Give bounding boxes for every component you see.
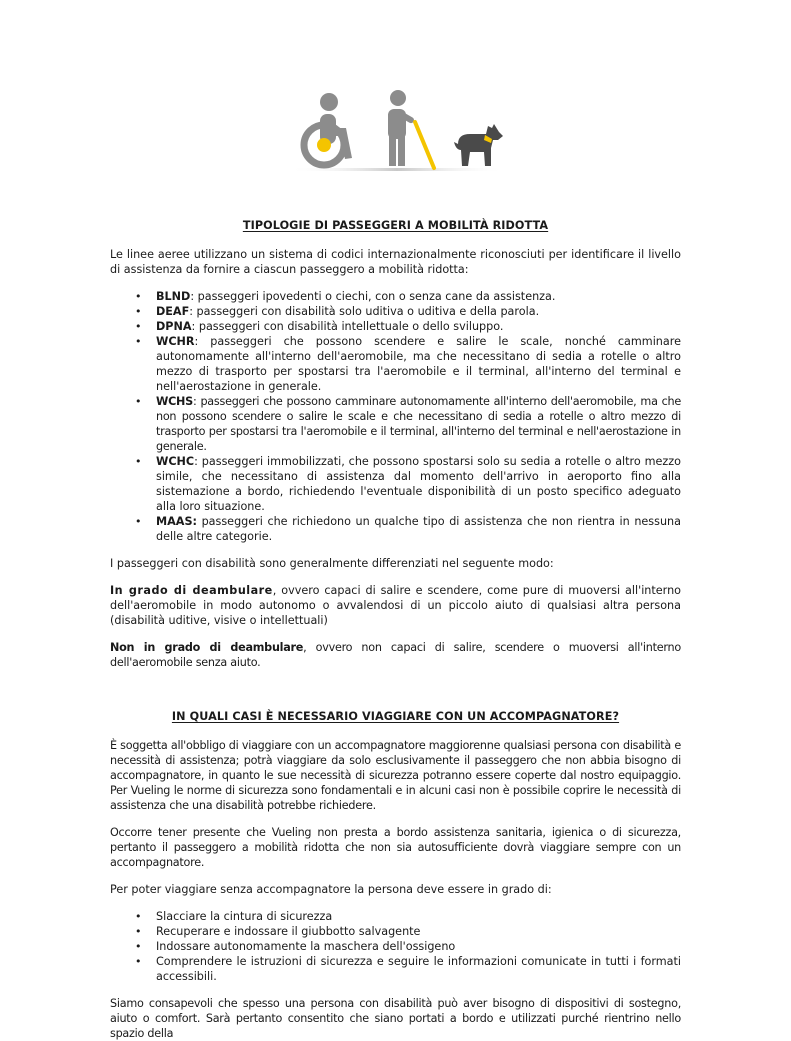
assistance-dog-icon [454,124,503,166]
code-label: BLND [156,290,191,303]
list-item: • WCHC: passeggeri immobilizzati, che possono spostarsi solo su sedia a rotelle o altro mezzo simile, che necessitano di assistenza dal momento dell'arrivo in aeroporto fino alla sistemazione a bordo, richiedendo l'eventuale disponibilità di un posto specifico adeguato alla loro situazione. [156,454,681,514]
list-item: • Recuperare e indossare il giubbotto salvagente [156,924,681,939]
list-item: • DPNA: passeggeri con disabilità intellettuale o dello sviluppo. [156,319,681,334]
no-assistance-paragraph: Occorre tener presente che Vueling non presta a bordo assistenza sanitaria, igienica o di sicurezza, pertanto il passeggero a mobilità ridotta che non sia autosufficiente dovrà viaggiare sempre con un accompagnatore. [110,826,681,869]
section-title-pmr-types: TIPOLOGIE DI PASSEGGERI A MOBILITÀ RIDOTTA [242,219,549,232]
code-label: WCHR [156,335,195,348]
code-label: DEAF [156,305,190,318]
intro-paragraph: Le linee aeree utilizzano un sistema di codici internazionalmente riconosciuti per identificare il livello di assistenza da fornire a ciascun passeggero a mobilità ridotta: [110,248,681,276]
wheelchair-user-icon [304,93,352,165]
section-title-companion: IN QUALI CASI È NECESSARIO VIAGGIARE CON UN ACCOMPAGNATORE? [171,710,620,723]
accessibility-icons [288,88,506,172]
code-label: DPNA [156,320,192,333]
list-item: • BLND: passeggeri ipovedenti o ciechi, con o senza cane da assistenza. [156,289,681,304]
list-item: • Comprendere le istruzioni di sicurezza e seguire le informazioni comunicate in tutti i formati accessibili. [156,954,681,984]
blind-person-cane-icon [388,90,434,168]
document-body [110,218,681,1041]
list-item: • WCHS: passeggeri che possono camminare autonomamente all'interno dell'aeromobile, ma che non possono scendere o salire le scale e che necessitano di sedia a rotelle o altro mezzo di trasporto per spostarsi tra l'aeromobile e il terminal, all'interno del terminal e nell'aerostazione in generale. [156,394,681,454]
non-ambulant-paragraph: Non in grado di deambulare, ovvero non capaci di salire, scendere o muoversi all'interno dell'aeromobile senza aiuto. [110,641,681,669]
non-ambulant-term: Non in grado di deambulare [110,641,304,654]
companion-obligation-paragraph: È soggetta all'obbligo di viaggiare con un accompagnatore maggiorenne qualsiasi persona con disabilità e necessità di assistenza; potrà viaggiare da solo esclusivamente il passeggero che non abbia bisogno di accompagnatore, in quanto le sue necessità di sicurezza potranno essere coperte dal nostro equipaggio. Per Vueling le norme di sicurezza sono fondamentali e in alcuni casi non è possibile coprire le necessità di assistenza che una disabilità potrebbe richiedere. [110,739,681,812]
list-item: • Indossare autonomamente la maschera dell'ossigeno [156,939,681,954]
differentiation-paragraph: I passeggeri con disabilità sono generalmente differenziati nel seguente modo: [110,557,554,570]
code-label: WCHC [156,455,195,468]
icons-shadow [288,168,506,171]
pmr-codes-list [110,289,681,544]
list-item: • MAAS: passeggeri che richiedono un qualche tipo di assistenza che non rientra in nessuna delle altre categorie. [156,514,681,544]
ambulant-term: In grado di deambulare [110,584,273,597]
list-item: • DEAF: passeggeri con disabilità solo uditiva o uditiva e della parola. [156,304,681,319]
requirements-intro: Per poter viaggiare senza accompagnatore la persona deve essere in grado di: [110,883,552,896]
ambulant-paragraph: In grado di deambulare, ovvero capaci di salire e scendere, come pure di muoversi all'interno dell'aeromobile in modo autonomo o avvalendosi di un piccolo aiuto di qualsiasi altra persona (disabilità uditive, visive o intellettuali) [110,584,681,627]
list-item: • Slacciare la cintura di sicurezza [156,909,681,924]
list-item: • WCHR: passeggeri che possono scendere e salire le scale, nonché camminare autonomamente all'interno dell'aeromobile, ma che necessitano di sedia a rotelle o altro mezzo di trasporto per spostarsi tra l'aeromobile e il terminal, all'interno del terminal e nell'aerostazione in generale. [156,334,681,394]
code-label: WCHS [156,395,193,408]
code-label: MAAS: [156,515,197,528]
devices-paragraph: Siamo consapevoli che spesso una persona con disabilità può aver bisogno di dispositivi di sostegno, aiuto o comfort. Sarà pertanto consentito che siano portati a bordo e utilizzati purché rientrino nello spazio della [110,997,681,1040]
abilities-list [110,909,681,984]
